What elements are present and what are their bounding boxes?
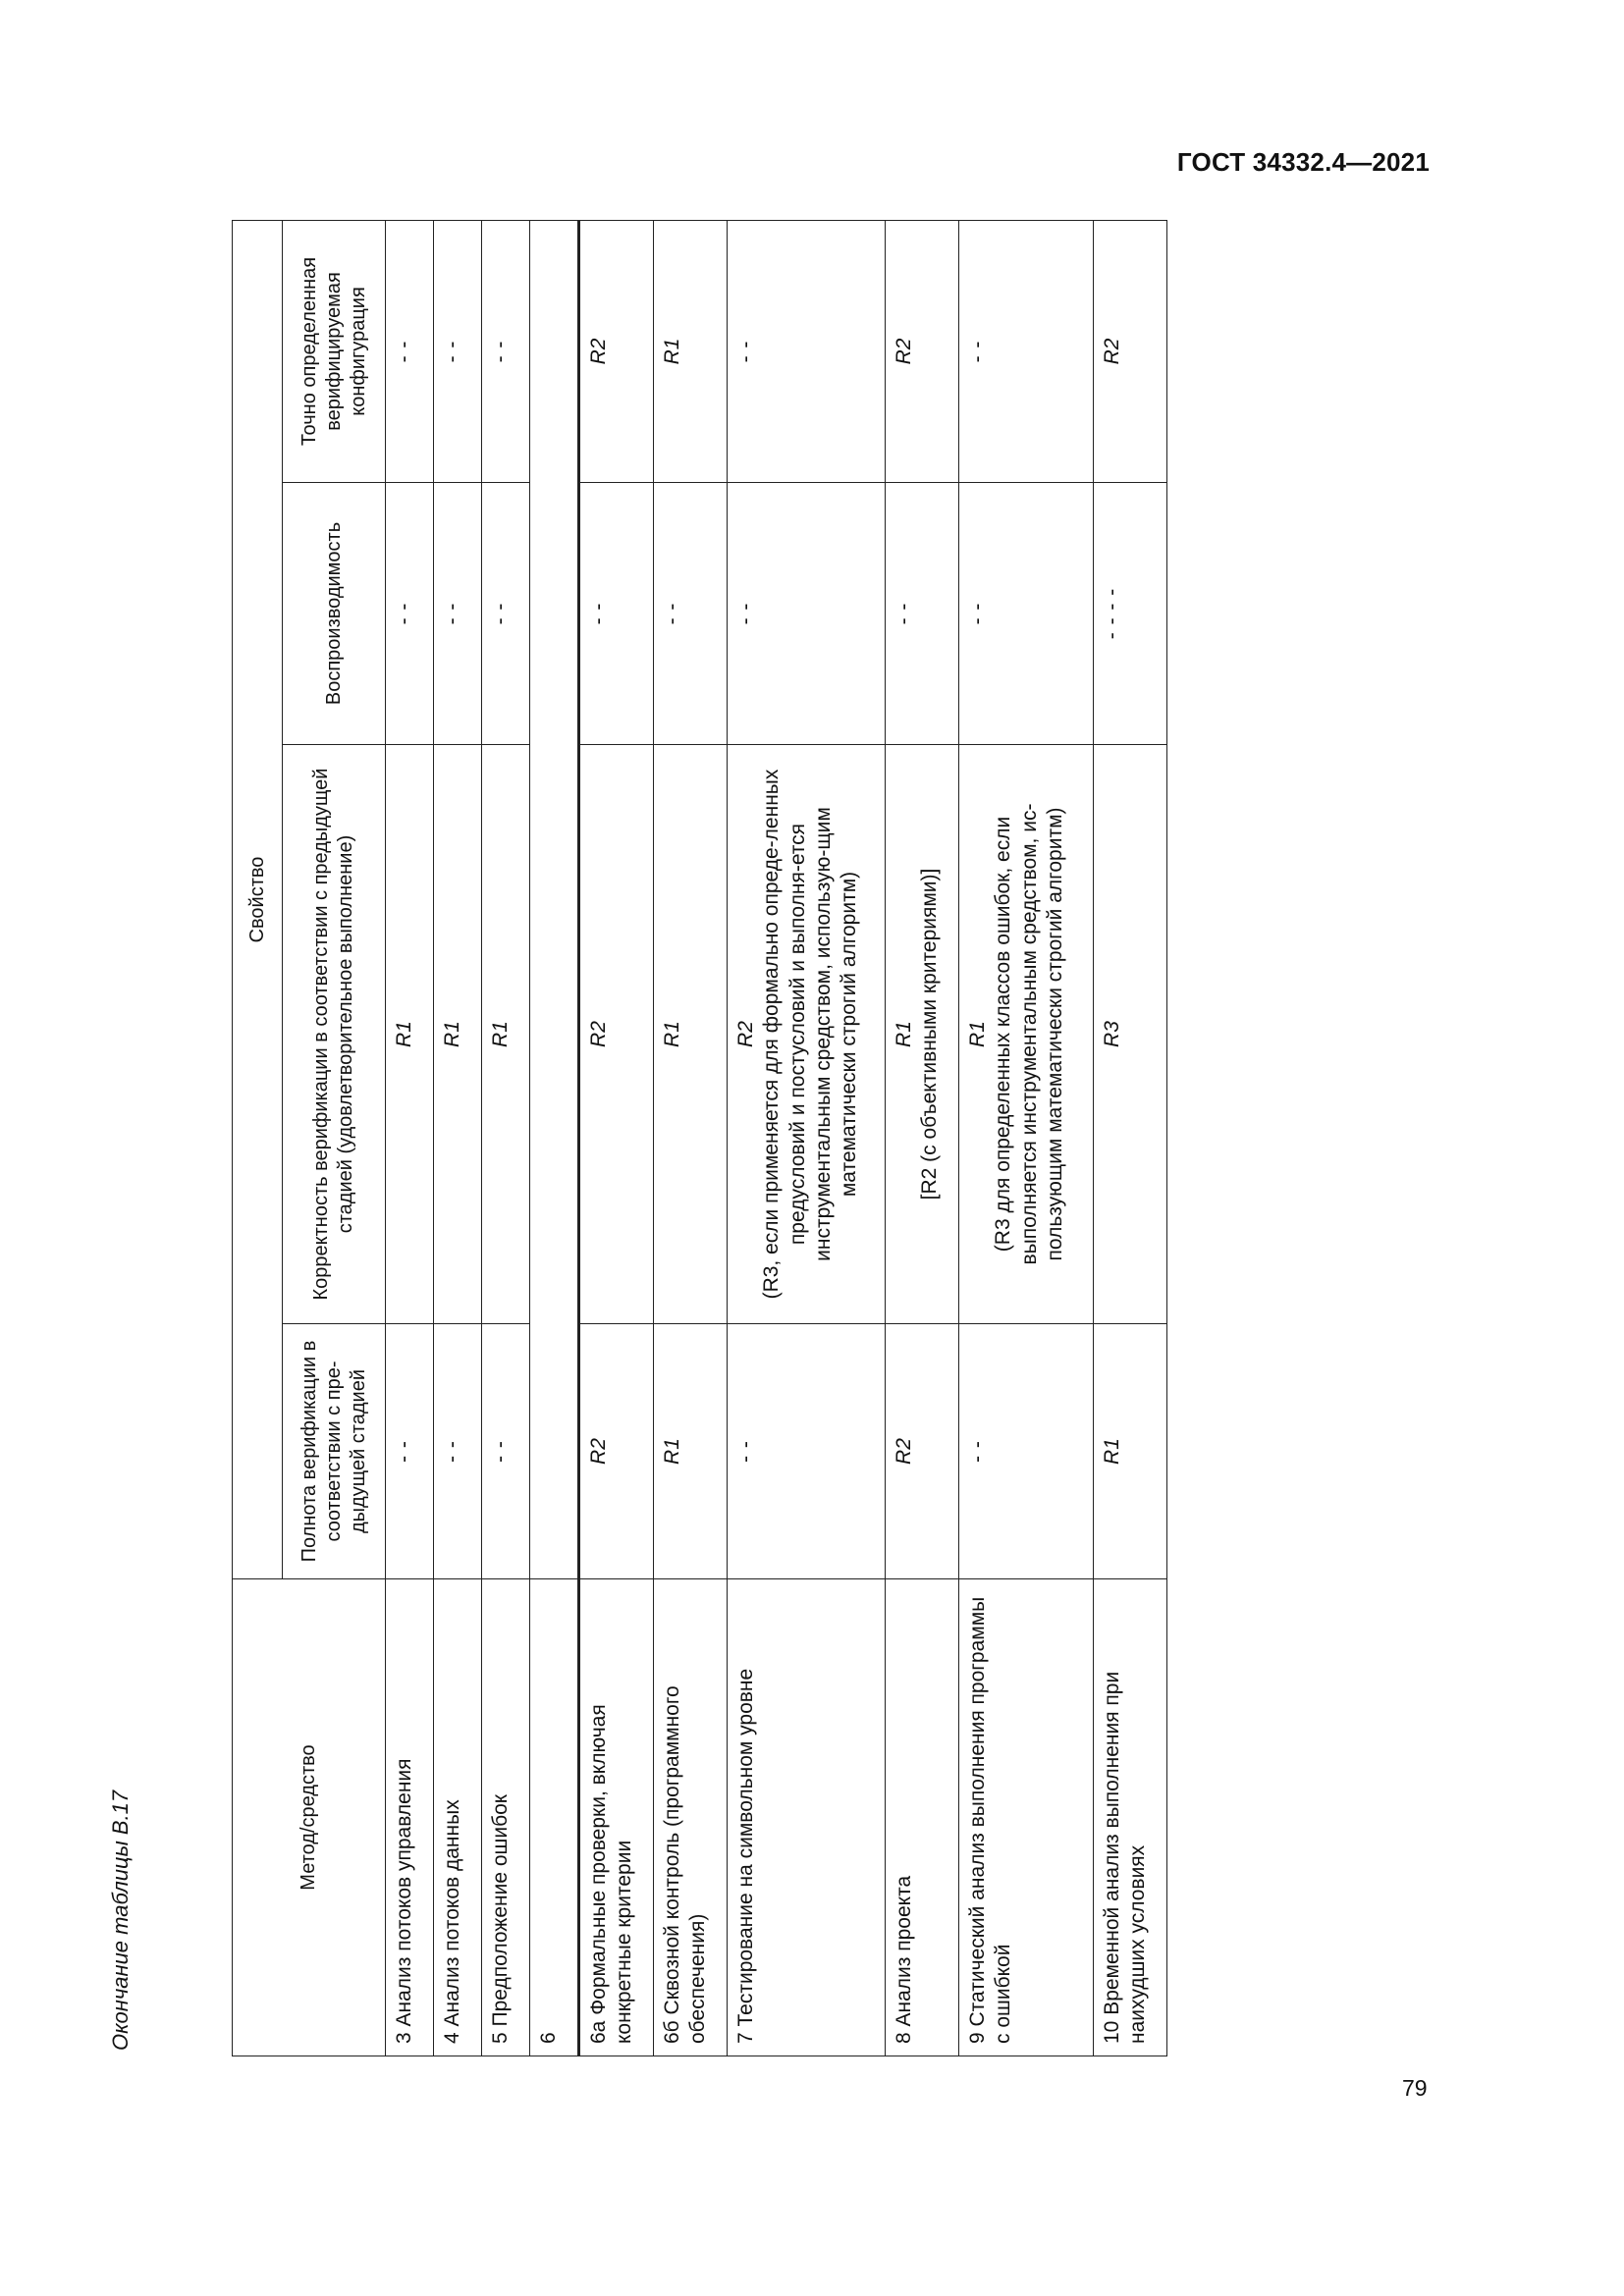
cell-empty-merged bbox=[530, 220, 579, 1578]
gost-header: ГОСТ 34332.4—2021 bbox=[1176, 147, 1430, 177]
cell-method: 9 Статический анализ выполнения программы с ошибкой bbox=[959, 1579, 1094, 2056]
cell-method: 4 Анализ потоков данных bbox=[434, 1579, 482, 2056]
cell-method: 6а Формальные проверки, включая конкретные критерии bbox=[579, 1579, 654, 2056]
cell-config: - - bbox=[386, 220, 434, 482]
cell-config: - - bbox=[434, 220, 482, 482]
cell-method: 8 Анализ проекта bbox=[886, 1579, 959, 2056]
cell-completeness: R2 bbox=[886, 1324, 959, 1579]
cell-config: R1 bbox=[654, 220, 728, 482]
cell-reproducibility: - - - - bbox=[1094, 483, 1167, 745]
correctness-value: R2 bbox=[734, 1021, 757, 1047]
table-row bbox=[654, 220, 728, 2056]
table-row bbox=[1094, 220, 1167, 2056]
cell-config: - - bbox=[959, 220, 1094, 482]
cell-reproducibility: - - bbox=[386, 483, 434, 745]
cell-reproducibility: - - bbox=[654, 483, 728, 745]
header-completeness: Полнота верификации в соответствии с пре-дыдущей стадией bbox=[283, 1324, 386, 1579]
cell-method: 6б Сквозной контроль (программного обеспечения) bbox=[654, 1579, 728, 2056]
cell-method: 5 Предположение ошибок bbox=[482, 1579, 530, 2056]
header-config: Точно определенная верифицируемая конфигурация bbox=[283, 220, 386, 482]
cell-reproducibility: - - bbox=[482, 483, 530, 745]
correctness-note: [R2 (с объективными критериями)] bbox=[918, 868, 942, 1201]
cell-reproducibility: - - bbox=[434, 483, 482, 745]
table-row bbox=[482, 220, 530, 2056]
cell-completeness: R2 bbox=[579, 1324, 654, 1579]
correctness-value: R1 bbox=[966, 1021, 989, 1047]
table-caption: Окончание таблицы В.17 bbox=[108, 1789, 133, 2051]
cell-completeness: - - bbox=[434, 1324, 482, 1579]
correctness-note: (R3 для определенных классов ошибок, если выполняется инструментальным средством, ис-пользующим математически строгий алгоритм) bbox=[992, 803, 1066, 1265]
cell-correctness: R2 bbox=[579, 745, 654, 1324]
cell-correctness: R1 bbox=[654, 745, 728, 1324]
table-row bbox=[530, 220, 579, 2056]
cell-completeness: R1 bbox=[1094, 1324, 1167, 1579]
cell-reproducibility: - - bbox=[579, 483, 654, 745]
header-reproducibility: Воспроизводимость bbox=[283, 483, 386, 745]
table-row bbox=[959, 220, 1094, 2056]
cell-method: 3 Анализ потоков управления bbox=[386, 1579, 434, 2056]
cell-reproducibility: - - bbox=[959, 483, 1094, 745]
cell-correctness: R1 bbox=[482, 745, 530, 1324]
correctness-note: (R3, если применяется для формально опреде-ленных предусловий и постусловий и выполня-ется инструментальным средством, использую-щим математически строгий алгоритм) bbox=[760, 769, 860, 1300]
cell-completeness: - - bbox=[482, 1324, 530, 1579]
header-correctness: Корректность верификации в соответствии с предыдущей стадией (удовлетворительное выполнение) bbox=[283, 745, 386, 1324]
cell-method: 7 Тестирование на символьном уровне bbox=[728, 1579, 886, 2056]
cell-config: R2 bbox=[579, 220, 654, 482]
cell-config: - - bbox=[482, 220, 530, 482]
table-row bbox=[386, 220, 434, 2056]
header-method: Метод/средство bbox=[233, 1579, 386, 2056]
cell-correctness: R1 bbox=[434, 745, 482, 1324]
cell-correctness bbox=[959, 745, 1094, 1324]
cell-completeness: - - bbox=[728, 1324, 886, 1579]
verification-table bbox=[232, 220, 1167, 2056]
cell-reproducibility: - - bbox=[728, 483, 886, 745]
cell-reproducibility: - - bbox=[886, 483, 959, 745]
cell-correctness: R1 bbox=[386, 745, 434, 1324]
correctness-value: R1 bbox=[893, 1021, 915, 1047]
cell-completeness: - - bbox=[959, 1324, 1094, 1579]
cell-method: 10 Временной анализ выполнения при наихудших условиях bbox=[1094, 1579, 1167, 2056]
cell-correctness bbox=[886, 745, 959, 1324]
table-row bbox=[886, 220, 959, 2056]
header-property-group: Свойство bbox=[233, 220, 283, 1578]
cell-config: - - bbox=[728, 220, 886, 482]
cell-config: R2 bbox=[1094, 220, 1167, 482]
table-row bbox=[579, 220, 654, 2056]
cell-correctness bbox=[728, 745, 886, 1324]
cell-completeness: - - bbox=[386, 1324, 434, 1579]
cell-config: R2 bbox=[886, 220, 959, 482]
cell-correctness: R3 bbox=[1094, 745, 1167, 1324]
table-row bbox=[728, 220, 886, 2056]
cell-method: 6 bbox=[530, 1579, 579, 2056]
table-row bbox=[434, 220, 482, 2056]
cell-completeness: R1 bbox=[654, 1324, 728, 1579]
page-number: 79 bbox=[1402, 2075, 1428, 2101]
